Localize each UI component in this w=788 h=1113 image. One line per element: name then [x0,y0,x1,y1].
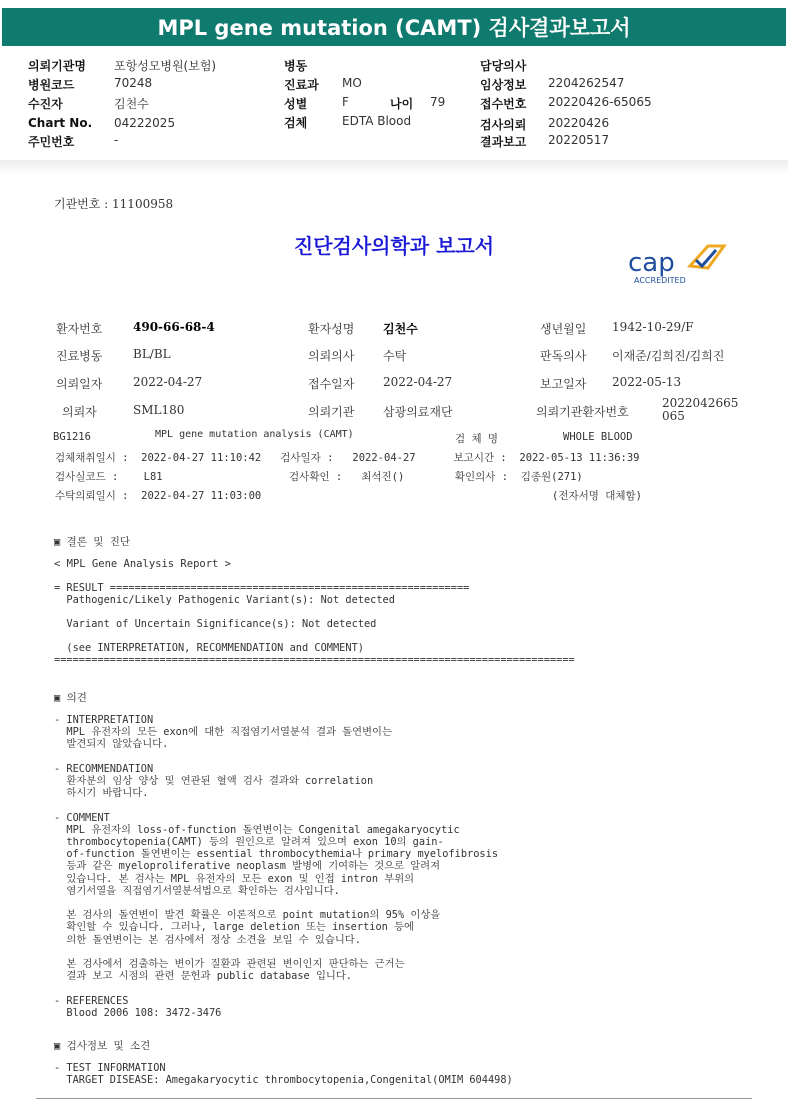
header-label: 결과보고 [480,135,527,149]
institution-number: 기관번호 : 11100958 [54,197,174,211]
grid-label: 의뢰기관 [308,405,355,419]
grid-value: 2022-04-27 [133,375,203,389]
header-value: 04222025 [114,116,176,130]
grid-value: SML180 [133,403,185,417]
grid-label: 생년월일 [540,322,587,336]
header-label: 나이 [390,97,414,111]
section-test-info: ▣ 검사정보 및 소견 [54,1040,151,1052]
report-heading: 진단검사의학과 보고서 [293,234,495,258]
grid-label: 의뢰기관환자번호 [536,405,629,419]
grid-label: 진료병동 [56,349,103,363]
grid-label: 의뢰자 [62,405,97,419]
info-line: 검사실코드 : L81 검사확인 : 최석진() 확인의사 : 김종원(271) [55,471,583,483]
page-bottom-rule [36,1098,752,1099]
grid-value: 김천수 [383,322,418,336]
header-label: 성별 [284,97,308,111]
header-value: 20220517 [548,133,610,147]
test-name: MPL gene mutation analysis (CAMT) [155,429,354,440]
page-separator [0,160,788,174]
grid-label: 판독의사 [540,349,587,363]
info-line: 수탁의뢰일시 : 2022-04-27 11:03:00 (전자서명 대체함) [55,490,643,502]
grid-label: 접수일자 [308,377,355,391]
header-value: 20220426-65065 [548,95,652,109]
header-label: 수진자 [28,97,63,111]
patient-header [0,48,788,166]
test-code: BG1216 [53,431,91,443]
test-info-block: - TEST INFORMATION TARGET DISEASE: Amegakaryocytic thrombocytopenia,Congenital(OMIM 604498) [54,1062,513,1086]
cap-logo-text: cap [628,248,675,278]
report-title-bar [2,8,786,46]
section-conclusion: ▣ 결론 및 진단 [54,536,131,548]
info-line: 검체채취일시 : 2022-04-27 11:10:42 검사일자 : 2022-04-27 보고시간 : 2022-05-13 11:36:39 [55,452,640,464]
grid-value: 이재준/김희진/김희진 [612,349,725,363]
header-label: Chart No. [28,116,93,130]
result-block: = RESULT ========================================================== Pathogenic/Likely Pathogenic Variant(s): Not detected Variant of Uncertain Significance(s): Not detected (see INTERPRETATION, RECOMMENDATION and COMMENT) ==================================================================================== [54,582,575,666]
header-label: 검체 [284,116,308,130]
grid-value: 490-66-68-4 [133,320,215,334]
specimen-label: 검 체 명 [455,433,499,445]
section-opinion: ▣ 의견 [54,692,87,704]
grid-value: 2022-04-27 [383,375,453,389]
header-label: 의뢰기관명 [28,59,86,73]
grid-label: 환자번호 [56,322,103,336]
header-label: 접수번호 [480,97,527,111]
header-label: 주민번호 [28,135,75,149]
cap-logo-subtext: ACCREDITED [634,276,686,285]
grid-label: 의뢰의사 [308,349,355,363]
specimen-value: WHOLE BLOOD [563,431,633,443]
grid-value: BL/BL [133,347,171,361]
header-value: EDTA Blood [342,114,412,128]
grid-label: 의뢰일자 [56,377,103,391]
grid-value: 1942-10-29/F [612,320,694,334]
cap-accredited-logo [628,238,728,288]
header-label: 진료과 [284,78,319,92]
grid-value: 수탁 [383,349,407,363]
header-value: 포항성모병원(보험) [114,59,217,73]
header-label: 임상정보 [480,78,527,92]
grid-label: 환자성명 [308,322,355,336]
opinion-block: - INTERPRETATION MPL 유전자의 모든 exon에 대한 직접염기서열분석 결과 돌연변이는 발견되지 않았습니다. - RECOMMENDATION 환자분의 임상 양상 및 연관된 혈액 검사 결과와 correlation 하시기 바랍니다. - COMMENT MPL 유전자의 loss-of-function 돌연변이는 Congenital amegakaryocytic thrombocytopenia(CAMT) 등의 원인으로 알려져 있으며 exon 10의 gain- of-function 돌연변이는 essential thrombocythemia나 primary myelofibrosis 등과 같은 myeloproliferative neoplasm 발병에 기여하는 것으로 알려져 있습니다. 본 검사는 MPL 유전자의 모든 exon 및 인접 intron 부위의 염기서열을 직접염기서열분석법으로 확인하는 검사입니다. 본 검사의 돌연변이 발견 확률은 이론적으로 point mutation의 95% 이상을 확인할 수 있습니다. 그러나, large deletion 또는 insertion 등에 의한 돌연변이는 본 검사에서 정상 소견을 보일 수 있습니다. 본 검사에서 검출하는 변이가 질환과 관련된 변이인지 판단하는 근거는 결과 보고 시점의 관련 문헌과 public database 입니다. - REFERENCES Blood 2006 108: 3472-3476 [54,714,499,1019]
header-value: 70248 [114,76,153,90]
header-label: 담당의사 [480,59,527,73]
grid-label: 보고일자 [540,377,587,391]
report-subtitle: < MPL Gene Analysis Report > [54,558,232,570]
header-label: 검사의뢰 [480,118,527,132]
header-value: 2204262547 [548,76,625,90]
header-label: 병동 [284,59,308,73]
grid-value: 2022-05-13 [612,375,682,389]
grid-value: 2022042665065 [662,396,739,423]
header-label: 병원코드 [28,78,75,92]
header-value: 79 [430,95,446,109]
header-value: 김천수 [114,97,149,111]
header-value: - [114,133,119,147]
header-value: 20220426 [548,116,610,130]
header-value: MO [342,76,362,90]
header-value: F [342,95,349,109]
report-title: MPL gene mutation (CAMT) 검사결과보고서 [157,16,631,40]
grid-value: 삼광의료재단 [383,405,453,419]
